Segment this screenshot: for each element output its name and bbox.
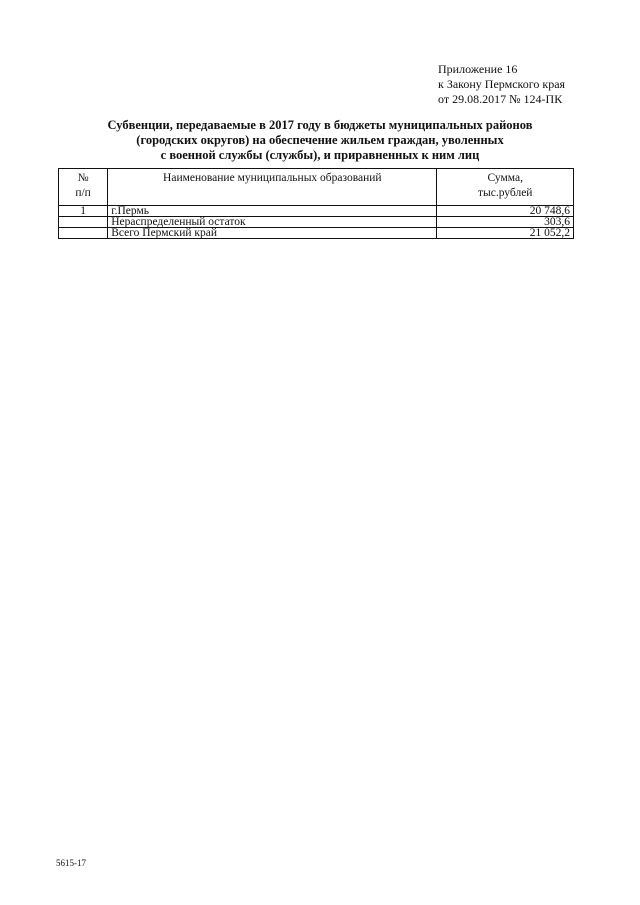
row-sum: 303,6 <box>437 217 574 228</box>
appendix-law-reference: к Закону Пермского края <box>438 77 566 91</box>
header-sum-unit: тыс.рублей <box>477 187 533 199</box>
header-number <box>59 169 108 206</box>
row-number <box>59 217 108 228</box>
appendix-number: Приложение 16 <box>438 62 518 76</box>
header-sum <box>437 169 574 206</box>
subventions-table <box>58 168 574 239</box>
header-number-symbol: № <box>77 172 89 184</box>
document-code: 5615-17 <box>56 858 86 868</box>
row-number <box>59 228 108 239</box>
table-row <box>59 228 574 239</box>
row-municipality: Нераспределенный остаток <box>108 217 437 228</box>
table-row <box>59 217 574 228</box>
row-municipality: г.Пермь <box>108 206 437 217</box>
row-number: 1 <box>59 206 108 217</box>
table-row <box>59 206 574 217</box>
appendix-header <box>438 62 565 107</box>
row-municipality: Всего Пермский край <box>108 228 437 239</box>
header-municipality-name: Наименование муниципальных образований <box>108 169 437 206</box>
appendix-law-date: от 29.08.2017 № 124-ПК <box>438 92 563 106</box>
title-line-3: с военной службы (службы), и приравненных к ним лиц <box>160 148 480 162</box>
document-title <box>96 118 544 163</box>
header-number-abbr: п/п <box>75 187 91 199</box>
table-header-row <box>59 169 574 206</box>
title-line-1: Субвенции, передаваемые в 2017 году в бюджеты муниципальных районов <box>107 118 533 132</box>
row-sum: 21 052,2 <box>437 228 574 239</box>
title-line-2: (городских округов) на обеспечение жильем граждан, уволенных <box>136 133 504 147</box>
row-sum: 20 748,6 <box>437 206 574 217</box>
header-sum-label: Сумма, <box>487 172 523 184</box>
